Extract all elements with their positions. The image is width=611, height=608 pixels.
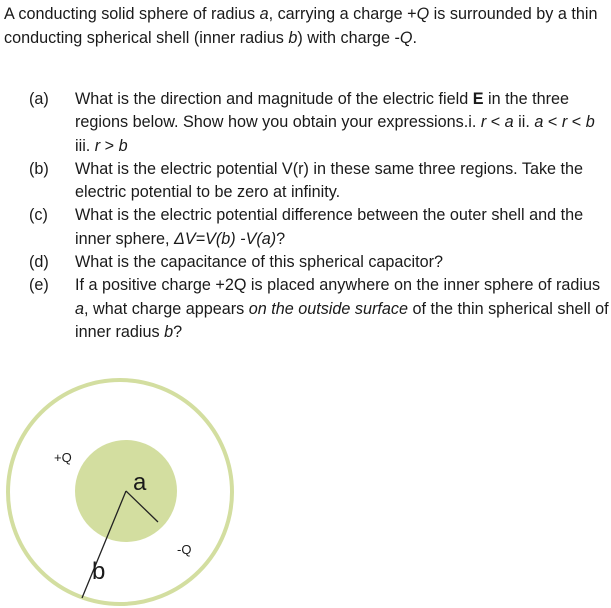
question-e — [29, 274, 609, 344]
intro-radius-b: b — [288, 28, 298, 47]
qa-t7: iii. — [75, 136, 95, 155]
qe-emphasis: on the outside surface — [248, 299, 408, 318]
intro-text-4: ) with charge - — [297, 28, 400, 47]
intro-charge-q: Q — [416, 5, 430, 23]
question-d — [29, 251, 609, 274]
question-e-text — [75, 276, 609, 341]
question-list — [29, 88, 609, 344]
intro-radius-a: a — [259, 5, 269, 23]
qa-t6: < — [567, 113, 586, 132]
question-d-text: What is the capacitance of this spherical capacitor? — [75, 253, 444, 272]
question-d-label: (d) — [29, 253, 49, 272]
intro-text-1: A conducting solid sphere of radius — [4, 5, 260, 23]
intro-text-3: is surrounded by a thin conducting spherical shell (inner radius — [4, 5, 598, 47]
qc-t2: ? — [276, 229, 286, 248]
qa-r2: r — [561, 113, 568, 132]
qa-t5: < — [543, 113, 562, 132]
qe-a: a — [75, 299, 85, 318]
qa-t1: What is the direction and magnitude of the electric field — [75, 90, 473, 108]
qa-t3: < — [486, 113, 505, 132]
qa-r3: r — [94, 136, 101, 155]
qe-t3: of the thin spherical shell of inner radius — [75, 299, 609, 341]
question-b — [29, 158, 609, 205]
question-c — [29, 204, 609, 251]
problem-intro — [4, 3, 604, 50]
qe-t4: ? — [173, 322, 183, 341]
question-a-text — [75, 90, 595, 155]
outer-charge-label: -Q — [177, 542, 192, 557]
qe-b: b — [164, 322, 174, 341]
question-b-text: What is the electric potential V(r) in these same three regions. Take the electric potential to be zero at infinity. — [75, 159, 584, 202]
spherical-capacitor-diagram — [0, 372, 240, 608]
radius-a-label: a — [133, 469, 147, 496]
qa-a2: a — [534, 113, 544, 132]
question-b-label: (b) — [29, 159, 49, 178]
question-a — [29, 88, 609, 158]
qc-delta-v: ΔV=V(b) -V(a) — [173, 229, 277, 248]
qa-t4: ii. — [513, 113, 535, 132]
intro-charge-q2: Q — [399, 28, 413, 47]
qa-t8: > — [100, 136, 119, 155]
qa-b2: b — [118, 136, 128, 155]
qa-t2: in the three regions below. Show how you obtain your expressions.i. — [75, 90, 570, 132]
question-c-label: (c) — [29, 206, 48, 225]
question-e-label: (e) — [29, 276, 49, 295]
intro-text-5: . — [412, 28, 418, 47]
inner-charge-label: +Q — [54, 450, 72, 465]
qa-a1: a — [504, 113, 514, 132]
radius-b-label: b — [92, 558, 106, 585]
question-a-label: (a) — [29, 90, 49, 108]
intro-text-2: , carrying a charge + — [268, 5, 417, 23]
qe-t1: If a positive charge +2Q is placed anywhere on the inner sphere of radius — [75, 276, 601, 295]
qa-r1: r — [480, 113, 487, 132]
qa-b1: b — [585, 113, 595, 132]
qa-field-e: E — [472, 90, 484, 108]
question-c-text — [75, 206, 583, 247]
qe-t2: , what charge appears — [84, 299, 249, 318]
qc-t1: What is the electric potential difference between the outer shell and the inner sphere, — [75, 206, 584, 248]
